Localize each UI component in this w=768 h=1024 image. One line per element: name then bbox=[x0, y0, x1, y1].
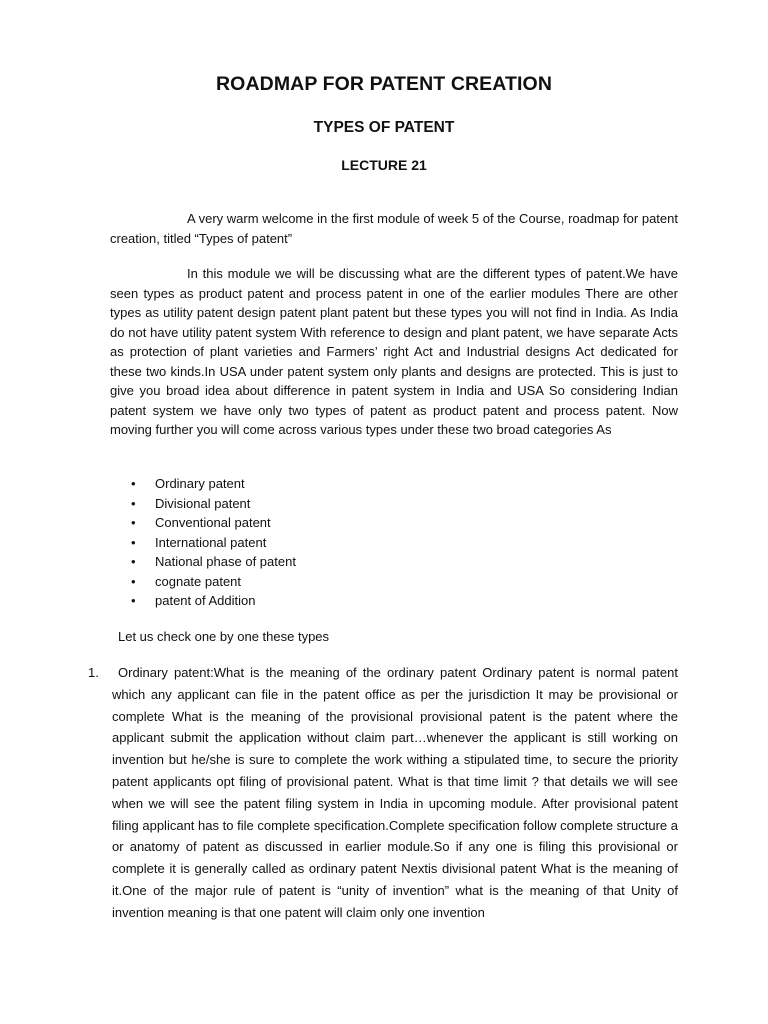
list-item: • Divisional patent bbox=[131, 494, 296, 514]
lecture-label: LECTURE 21 bbox=[341, 157, 427, 173]
document-title: ROADMAP FOR PATENT CREATION bbox=[216, 73, 552, 95]
bullet-icon: • bbox=[131, 554, 136, 569]
bullet-icon: • bbox=[131, 534, 136, 550]
list-item: • National phase of patent bbox=[131, 552, 296, 572]
list-item: • cognate patent bbox=[131, 572, 296, 592]
item-number: 1. bbox=[88, 665, 99, 680]
list-item: • Conventional patent bbox=[131, 513, 296, 533]
item-body bbox=[112, 662, 678, 924]
bullet-icon: • bbox=[131, 515, 136, 530]
check-line: Let us check one by one these types bbox=[118, 629, 330, 644]
bullet-icon: • bbox=[131, 593, 136, 608]
numbered-item bbox=[88, 662, 678, 924]
bullet-icon: • bbox=[131, 573, 136, 589]
list-item: • International patent bbox=[131, 533, 296, 553]
module-paragraph bbox=[110, 264, 678, 440]
bullet-icon: • bbox=[131, 476, 136, 491]
list-item: • patent of Addition bbox=[131, 591, 296, 611]
item-text: Ordinary patent:What is the meaning of the ordinary patent Ordinary patent is normal patent which any applicant can file in the patent office as per the jurisdiction It may be provisional or complete What is the meaning of the provisional provisional patent is the patent where the applicant submit the application without claim part…whenever the applicant is still working on invention but he/she is sure to complete the work withing a stipulated time, to secure the priority patent applicants opt filing of provisional patent. What is that time limit ? that details we will see when we will see the patent filing system in India in upcoming module. After provisional patent filing applicant has to file complete specification.Complete specification follow complete structure a or anatomy of patent as discussed in earlier module.So if any one is filing this provisional or complete it is generally called as ordinary patent Nextis divisional patent What is the meaning of it.One of the major rule of patent is “unity of invention” what is the meaning of that Unity of invention meaning is that one patent will claim only one invention bbox=[112, 665, 678, 920]
intro-paragraph bbox=[110, 209, 678, 248]
bullet-icon: • bbox=[131, 495, 136, 511]
document-subtitle: TYPES OF PATENT bbox=[313, 119, 455, 136]
list-item: • Ordinary patent bbox=[131, 474, 296, 494]
patent-types-list bbox=[131, 474, 296, 611]
module-paragraph-text: In this module we will be discussing what are the different types of patent.We have seen types as product patent and process patent in one of the earlier modules There are other types as utility patent design patent plant patent but these types you will not find in India. As India do not have utility patent system With reference to design and plant patent, we have separate Acts as protection of plant varieties and Farmers’ right Act and Industrial designs Act dedicated for these two kinds.In USA under patent system only plants and designs are protected. This is just to give you broad idea about difference in patent system in India and USA So considering Indian patent system we have only two types of patent as product patent and process patent. Now moving further you will come across various types under these two broad categories As bbox=[110, 266, 678, 437]
intro-paragraph-text: A very warm welcome in the first module of week 5 of the Course, roadmap for patent creation, titled “Types of patent” bbox=[110, 211, 678, 246]
